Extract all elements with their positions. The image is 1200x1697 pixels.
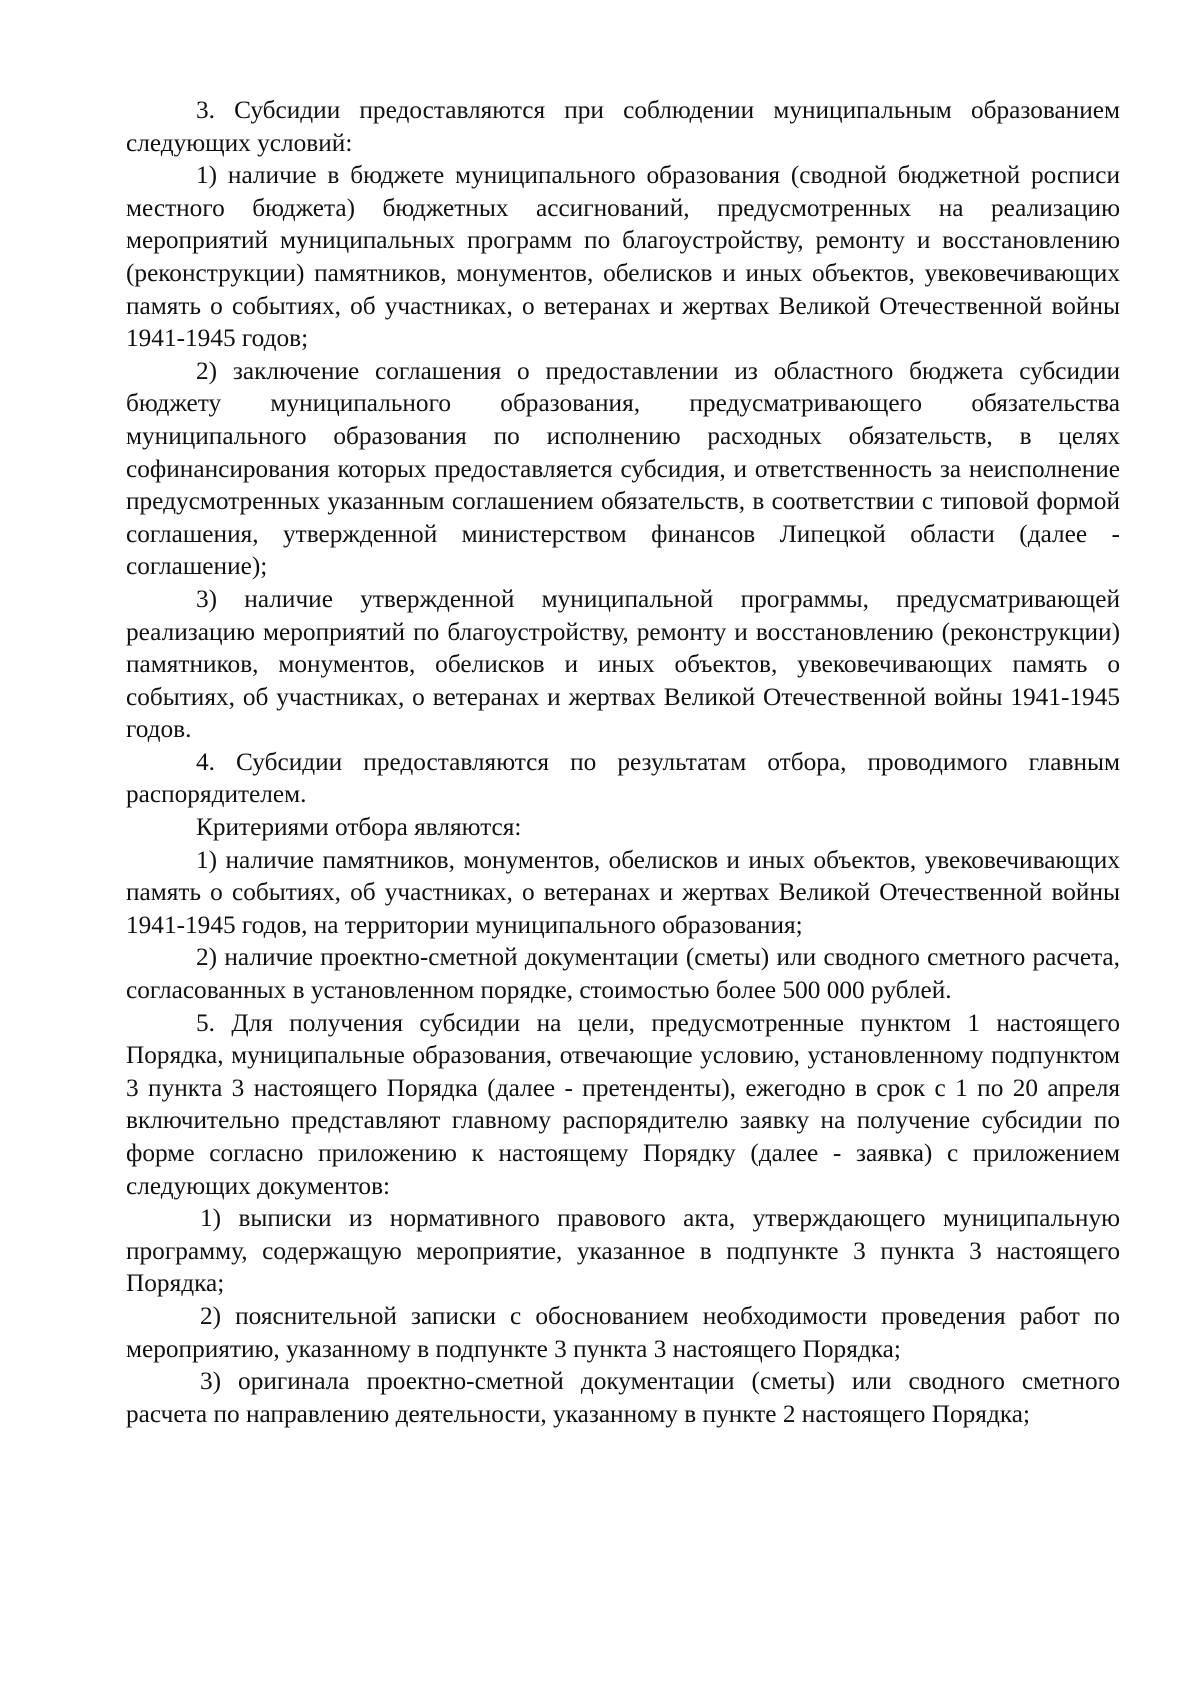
paragraph-5-item-3: 3) оригинала проектно-сметной документации (сметы) или сводного сметного расчета по направлению деятельности, указанному в пункте 2 настоящего Порядка; (126, 1367, 1120, 1428)
paragraph-3-item-2: 2) заключение соглашения о предоставлении из областного бюджета субсидии бюджету муниципального образования, предусматривающего обязательства муниципального образования по исполнению расходных обязательств, в целях софинансирования которых предоставляется субсидия, и ответственность за неисполнение предусмотренных указанным соглашением обязательств, в соответствии с типовой формой соглашения, утвержденной министерством финансов Липецкой области (далее - соглашение); (126, 356, 1120, 581)
paragraph-3-item-3: 3) наличие утвержденной муниципальной программы, предусматривающей реализацию мероприятий по благоустройству, ремонту и восстановлению (реконструкции) памятников, монументов, обелисков и иных объектов, увековечивающих память о событиях, об участниках, о ветеранах и жертвах Великой Отечественной войны 1941-1945 годов. (126, 584, 1120, 744)
paragraph-4-criteria-heading: Критериями отбора являются: (196, 813, 522, 842)
paragraph-4-criterion-2: 2) наличие проектно-сметной документации (сметы) или сводного сметного расчета, согласованных в установленном порядке, стоимостью более 500 000 рублей. (126, 943, 1120, 1005)
paragraph-4-criterion-1: 1) наличие памятников, монументов, обелисков и иных объектов, увековечивающих память о событиях, об участниках, о ветеранах и жертвах Великой Отечественной войны 1941-1945 годов, на территории муниципального образования; (126, 845, 1120, 939)
paragraph-5-item-2: 2) пояснительной записки с обоснованием необходимости проведения работ по мероприятию, указанному в подпункте 3 пункта 3 настоящего Порядка; (126, 1301, 1120, 1363)
paragraph-5-intro: 5. Для получения субсидии на цели, предусмотренные пунктом 1 настоящего Порядка, муниципальные образования, отвечающие условию, установленному подпунктом 3 пункта 3 настоящего Порядка (далее - претенденты), ежегодно в срок с 1 по 20 апреля включительно представляют главному распорядителю заявку на получение субсидии по форме согласно приложению к настоящему Порядку (далее - заявка) с приложением следующих документов: (126, 1008, 1120, 1200)
paragraph-5-item-1: 1) выписки из нормативного правового акта, утверждающего муниципальную программу, содержащую мероприятие, указанное в подпункте 3 пункта 3 настоящего Порядка; (126, 1204, 1120, 1298)
paragraph-3-item-1: 1) наличие в бюджете муниципального образования (сводной бюджетной росписи местного бюджета) бюджетных ассигнований, предусмотренных на реализацию мероприятий муниципальных программ по благоустройству, ремонту и восстановлению (реконструкции) памятников, монументов, обелисков и иных объектов, увековечивающих память о событиях, об участниках, о ветеранах и жертвах Великой Отечественной войны 1941-1945 годов; (126, 161, 1120, 353)
paragraph-3-intro: 3. Субсидии предоставляются при соблюдении муниципальным образованием следующих условий: (126, 96, 1120, 157)
paragraph-4-intro: 4. Субсидии предоставляются по результатам отбора, проводимого главным распорядителем. (126, 747, 1120, 809)
